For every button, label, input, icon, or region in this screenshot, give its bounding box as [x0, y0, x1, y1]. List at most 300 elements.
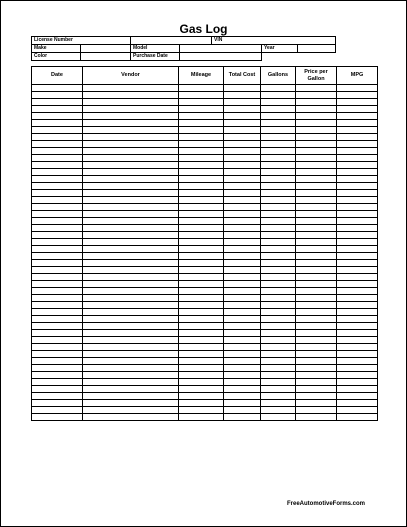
cell-total-cost[interactable]: [224, 330, 261, 337]
cell-price-per-gallon[interactable]: [296, 309, 337, 316]
cell-total-cost[interactable]: [224, 155, 261, 162]
cell-mpg[interactable]: [337, 134, 378, 141]
cell-gallons[interactable]: [261, 386, 296, 393]
cell-vendor[interactable]: [83, 141, 179, 148]
cell-total-cost[interactable]: [224, 148, 261, 155]
cell-mileage[interactable]: [179, 274, 224, 281]
cell-price-per-gallon[interactable]: [296, 351, 337, 358]
cell-mpg[interactable]: [337, 162, 378, 169]
cell-gallons[interactable]: [261, 197, 296, 204]
cell-mpg[interactable]: [337, 239, 378, 246]
cell-gallons[interactable]: [261, 337, 296, 344]
cell-gallons[interactable]: [261, 169, 296, 176]
cell-price-per-gallon[interactable]: [296, 183, 337, 190]
cell-total-cost[interactable]: [224, 218, 261, 225]
cell-gallons[interactable]: [261, 309, 296, 316]
cell-total-cost[interactable]: [224, 225, 261, 232]
cell-mpg[interactable]: [337, 190, 378, 197]
cell-gallons[interactable]: [261, 379, 296, 386]
cell-mileage[interactable]: [179, 176, 224, 183]
cell-price-per-gallon[interactable]: [296, 281, 337, 288]
cell-vendor[interactable]: [83, 162, 179, 169]
cell-mileage[interactable]: [179, 204, 224, 211]
cell-date[interactable]: [32, 169, 83, 176]
cell-date[interactable]: [32, 204, 83, 211]
cell-price-per-gallon[interactable]: [296, 246, 337, 253]
cell-gallons[interactable]: [261, 281, 296, 288]
cell-vendor[interactable]: [83, 134, 179, 141]
cell-total-cost[interactable]: [224, 169, 261, 176]
cell-mpg[interactable]: [337, 302, 378, 309]
cell-vendor[interactable]: [83, 295, 179, 302]
cell-date[interactable]: [32, 197, 83, 204]
cell-date[interactable]: [32, 120, 83, 127]
cell-total-cost[interactable]: [224, 141, 261, 148]
cell-date[interactable]: [32, 127, 83, 134]
cell-price-per-gallon[interactable]: [296, 288, 337, 295]
cell-price-per-gallon[interactable]: [296, 365, 337, 372]
cell-mileage[interactable]: [179, 351, 224, 358]
purchase-date-field[interactable]: [180, 53, 262, 61]
cell-price-per-gallon[interactable]: [296, 302, 337, 309]
cell-total-cost[interactable]: [224, 365, 261, 372]
cell-price-per-gallon[interactable]: [296, 316, 337, 323]
cell-vendor[interactable]: [83, 85, 179, 92]
cell-date[interactable]: [32, 183, 83, 190]
cell-gallons[interactable]: [261, 246, 296, 253]
cell-total-cost[interactable]: [224, 379, 261, 386]
cell-price-per-gallon[interactable]: [296, 393, 337, 400]
cell-vendor[interactable]: [83, 414, 179, 421]
cell-total-cost[interactable]: [224, 407, 261, 414]
cell-vendor[interactable]: [83, 225, 179, 232]
cell-vendor[interactable]: [83, 372, 179, 379]
cell-date[interactable]: [32, 246, 83, 253]
cell-mpg[interactable]: [337, 400, 378, 407]
cell-gallons[interactable]: [261, 211, 296, 218]
cell-total-cost[interactable]: [224, 288, 261, 295]
cell-vendor[interactable]: [83, 232, 179, 239]
cell-price-per-gallon[interactable]: [296, 92, 337, 99]
cell-mileage[interactable]: [179, 295, 224, 302]
cell-total-cost[interactable]: [224, 414, 261, 421]
cell-mpg[interactable]: [337, 393, 378, 400]
cell-gallons[interactable]: [261, 127, 296, 134]
cell-mileage[interactable]: [179, 141, 224, 148]
cell-gallons[interactable]: [261, 358, 296, 365]
cell-price-per-gallon[interactable]: [296, 295, 337, 302]
cell-gallons[interactable]: [261, 316, 296, 323]
cell-mileage[interactable]: [179, 113, 224, 120]
cell-mpg[interactable]: [337, 267, 378, 274]
cell-gallons[interactable]: [261, 295, 296, 302]
cell-price-per-gallon[interactable]: [296, 218, 337, 225]
cell-gallons[interactable]: [261, 225, 296, 232]
cell-date[interactable]: [32, 134, 83, 141]
cell-mpg[interactable]: [337, 337, 378, 344]
cell-date[interactable]: [32, 302, 83, 309]
cell-gallons[interactable]: [261, 106, 296, 113]
make-field[interactable]: [81, 45, 131, 53]
cell-mpg[interactable]: [337, 176, 378, 183]
cell-total-cost[interactable]: [224, 323, 261, 330]
cell-mileage[interactable]: [179, 197, 224, 204]
cell-vendor[interactable]: [83, 92, 179, 99]
cell-total-cost[interactable]: [224, 127, 261, 134]
cell-mileage[interactable]: [179, 148, 224, 155]
cell-price-per-gallon[interactable]: [296, 141, 337, 148]
cell-price-per-gallon[interactable]: [296, 323, 337, 330]
cell-total-cost[interactable]: [224, 267, 261, 274]
cell-vendor[interactable]: [83, 302, 179, 309]
cell-mpg[interactable]: [337, 414, 378, 421]
cell-vendor[interactable]: [83, 211, 179, 218]
cell-vendor[interactable]: [83, 113, 179, 120]
cell-total-cost[interactable]: [224, 106, 261, 113]
cell-date[interactable]: [32, 414, 83, 421]
cell-mileage[interactable]: [179, 379, 224, 386]
cell-vendor[interactable]: [83, 393, 179, 400]
cell-gallons[interactable]: [261, 232, 296, 239]
cell-mpg[interactable]: [337, 106, 378, 113]
cell-date[interactable]: [32, 253, 83, 260]
cell-mpg[interactable]: [337, 386, 378, 393]
cell-total-cost[interactable]: [224, 204, 261, 211]
model-field[interactable]: [180, 45, 262, 53]
cell-mileage[interactable]: [179, 85, 224, 92]
cell-gallons[interactable]: [261, 85, 296, 92]
cell-date[interactable]: [32, 239, 83, 246]
cell-mileage[interactable]: [179, 407, 224, 414]
cell-total-cost[interactable]: [224, 260, 261, 267]
cell-mileage[interactable]: [179, 211, 224, 218]
cell-gallons[interactable]: [261, 393, 296, 400]
cell-price-per-gallon[interactable]: [296, 106, 337, 113]
cell-vendor[interactable]: [83, 204, 179, 211]
cell-date[interactable]: [32, 99, 83, 106]
cell-mpg[interactable]: [337, 295, 378, 302]
cell-date[interactable]: [32, 316, 83, 323]
cell-price-per-gallon[interactable]: [296, 239, 337, 246]
cell-mileage[interactable]: [179, 337, 224, 344]
cell-date[interactable]: [32, 323, 83, 330]
cell-gallons[interactable]: [261, 148, 296, 155]
cell-mileage[interactable]: [179, 99, 224, 106]
cell-gallons[interactable]: [261, 141, 296, 148]
cell-mpg[interactable]: [337, 260, 378, 267]
cell-vendor[interactable]: [83, 246, 179, 253]
cell-date[interactable]: [32, 225, 83, 232]
cell-gallons[interactable]: [261, 344, 296, 351]
cell-price-per-gallon[interactable]: [296, 204, 337, 211]
cell-price-per-gallon[interactable]: [296, 176, 337, 183]
cell-price-per-gallon[interactable]: [296, 148, 337, 155]
cell-vendor[interactable]: [83, 106, 179, 113]
cell-vendor[interactable]: [83, 281, 179, 288]
cell-price-per-gallon[interactable]: [296, 274, 337, 281]
cell-vendor[interactable]: [83, 239, 179, 246]
cell-mileage[interactable]: [179, 246, 224, 253]
cell-mpg[interactable]: [337, 99, 378, 106]
cell-mpg[interactable]: [337, 351, 378, 358]
cell-date[interactable]: [32, 113, 83, 120]
cell-mpg[interactable]: [337, 372, 378, 379]
cell-gallons[interactable]: [261, 176, 296, 183]
cell-mileage[interactable]: [179, 393, 224, 400]
cell-gallons[interactable]: [261, 302, 296, 309]
cell-gallons[interactable]: [261, 267, 296, 274]
cell-vendor[interactable]: [83, 309, 179, 316]
cell-price-per-gallon[interactable]: [296, 407, 337, 414]
cell-mpg[interactable]: [337, 232, 378, 239]
cell-mileage[interactable]: [179, 169, 224, 176]
cell-gallons[interactable]: [261, 323, 296, 330]
cell-vendor[interactable]: [83, 253, 179, 260]
cell-price-per-gallon[interactable]: [296, 400, 337, 407]
cell-vendor[interactable]: [83, 127, 179, 134]
cell-mileage[interactable]: [179, 155, 224, 162]
license-number-field[interactable]: [131, 37, 212, 45]
cell-gallons[interactable]: [261, 120, 296, 127]
cell-vendor[interactable]: [83, 274, 179, 281]
cell-total-cost[interactable]: [224, 386, 261, 393]
cell-vendor[interactable]: [83, 267, 179, 274]
cell-price-per-gallon[interactable]: [296, 414, 337, 421]
cell-gallons[interactable]: [261, 99, 296, 106]
cell-price-per-gallon[interactable]: [296, 379, 337, 386]
cell-mileage[interactable]: [179, 134, 224, 141]
cell-total-cost[interactable]: [224, 183, 261, 190]
cell-date[interactable]: [32, 92, 83, 99]
cell-date[interactable]: [32, 386, 83, 393]
cell-mileage[interactable]: [179, 365, 224, 372]
cell-vendor[interactable]: [83, 169, 179, 176]
cell-price-per-gallon[interactable]: [296, 358, 337, 365]
cell-total-cost[interactable]: [224, 113, 261, 120]
cell-price-per-gallon[interactable]: [296, 337, 337, 344]
cell-gallons[interactable]: [261, 365, 296, 372]
cell-total-cost[interactable]: [224, 351, 261, 358]
cell-date[interactable]: [32, 274, 83, 281]
cell-price-per-gallon[interactable]: [296, 225, 337, 232]
cell-date[interactable]: [32, 330, 83, 337]
cell-gallons[interactable]: [261, 134, 296, 141]
cell-mpg[interactable]: [337, 155, 378, 162]
cell-gallons[interactable]: [261, 218, 296, 225]
cell-mileage[interactable]: [179, 162, 224, 169]
cell-price-per-gallon[interactable]: [296, 232, 337, 239]
cell-mpg[interactable]: [337, 281, 378, 288]
cell-total-cost[interactable]: [224, 211, 261, 218]
cell-gallons[interactable]: [261, 162, 296, 169]
cell-price-per-gallon[interactable]: [296, 169, 337, 176]
cell-date[interactable]: [32, 211, 83, 218]
cell-mileage[interactable]: [179, 183, 224, 190]
cell-vendor[interactable]: [83, 337, 179, 344]
cell-date[interactable]: [32, 141, 83, 148]
cell-mileage[interactable]: [179, 127, 224, 134]
cell-mpg[interactable]: [337, 169, 378, 176]
cell-price-per-gallon[interactable]: [296, 372, 337, 379]
cell-vendor[interactable]: [83, 351, 179, 358]
cell-vendor[interactable]: [83, 344, 179, 351]
cell-mpg[interactable]: [337, 246, 378, 253]
cell-total-cost[interactable]: [224, 92, 261, 99]
cell-mpg[interactable]: [337, 127, 378, 134]
cell-total-cost[interactable]: [224, 120, 261, 127]
cell-total-cost[interactable]: [224, 372, 261, 379]
cell-price-per-gallon[interactable]: [296, 134, 337, 141]
cell-vendor[interactable]: [83, 386, 179, 393]
cell-total-cost[interactable]: [224, 400, 261, 407]
cell-price-per-gallon[interactable]: [296, 162, 337, 169]
cell-mileage[interactable]: [179, 302, 224, 309]
cell-date[interactable]: [32, 190, 83, 197]
cell-mpg[interactable]: [337, 407, 378, 414]
cell-mileage[interactable]: [179, 323, 224, 330]
cell-gallons[interactable]: [261, 190, 296, 197]
cell-gallons[interactable]: [261, 372, 296, 379]
cell-price-per-gallon[interactable]: [296, 211, 337, 218]
cell-total-cost[interactable]: [224, 197, 261, 204]
cell-mileage[interactable]: [179, 267, 224, 274]
cell-mpg[interactable]: [337, 120, 378, 127]
cell-vendor[interactable]: [83, 358, 179, 365]
cell-mpg[interactable]: [337, 148, 378, 155]
cell-mpg[interactable]: [337, 204, 378, 211]
cell-gallons[interactable]: [261, 407, 296, 414]
cell-vendor[interactable]: [83, 218, 179, 225]
cell-mpg[interactable]: [337, 85, 378, 92]
cell-mpg[interactable]: [337, 379, 378, 386]
color-field[interactable]: [81, 53, 131, 61]
cell-mpg[interactable]: [337, 211, 378, 218]
cell-date[interactable]: [32, 393, 83, 400]
cell-vendor[interactable]: [83, 183, 179, 190]
cell-total-cost[interactable]: [224, 176, 261, 183]
cell-mpg[interactable]: [337, 316, 378, 323]
cell-date[interactable]: [32, 309, 83, 316]
cell-date[interactable]: [32, 155, 83, 162]
cell-mpg[interactable]: [337, 274, 378, 281]
cell-gallons[interactable]: [261, 274, 296, 281]
cell-mileage[interactable]: [179, 400, 224, 407]
cell-gallons[interactable]: [261, 260, 296, 267]
cell-date[interactable]: [32, 281, 83, 288]
cell-date[interactable]: [32, 218, 83, 225]
cell-mileage[interactable]: [179, 190, 224, 197]
cell-date[interactable]: [32, 106, 83, 113]
cell-date[interactable]: [32, 372, 83, 379]
cell-vendor[interactable]: [83, 379, 179, 386]
cell-vendor[interactable]: [83, 330, 179, 337]
cell-total-cost[interactable]: [224, 99, 261, 106]
cell-gallons[interactable]: [261, 351, 296, 358]
cell-date[interactable]: [32, 267, 83, 274]
cell-date[interactable]: [32, 358, 83, 365]
cell-vendor[interactable]: [83, 120, 179, 127]
cell-total-cost[interactable]: [224, 302, 261, 309]
cell-date[interactable]: [32, 295, 83, 302]
cell-vendor[interactable]: [83, 155, 179, 162]
cell-price-per-gallon[interactable]: [296, 386, 337, 393]
cell-mileage[interactable]: [179, 218, 224, 225]
cell-price-per-gallon[interactable]: [296, 190, 337, 197]
cell-total-cost[interactable]: [224, 316, 261, 323]
cell-date[interactable]: [32, 232, 83, 239]
cell-mpg[interactable]: [337, 330, 378, 337]
cell-gallons[interactable]: [261, 239, 296, 246]
cell-date[interactable]: [32, 176, 83, 183]
cell-mileage[interactable]: [179, 288, 224, 295]
cell-gallons[interactable]: [261, 414, 296, 421]
cell-date[interactable]: [32, 344, 83, 351]
cell-mpg[interactable]: [337, 197, 378, 204]
cell-mpg[interactable]: [337, 183, 378, 190]
cell-total-cost[interactable]: [224, 134, 261, 141]
cell-price-per-gallon[interactable]: [296, 253, 337, 260]
cell-mileage[interactable]: [179, 225, 224, 232]
cell-gallons[interactable]: [261, 253, 296, 260]
cell-date[interactable]: [32, 379, 83, 386]
cell-gallons[interactable]: [261, 183, 296, 190]
cell-total-cost[interactable]: [224, 253, 261, 260]
cell-price-per-gallon[interactable]: [296, 99, 337, 106]
cell-total-cost[interactable]: [224, 393, 261, 400]
cell-vendor[interactable]: [83, 407, 179, 414]
cell-mpg[interactable]: [337, 309, 378, 316]
cell-date[interactable]: [32, 407, 83, 414]
cell-mileage[interactable]: [179, 92, 224, 99]
cell-mileage[interactable]: [179, 372, 224, 379]
cell-date[interactable]: [32, 288, 83, 295]
cell-price-per-gallon[interactable]: [296, 344, 337, 351]
cell-vendor[interactable]: [83, 316, 179, 323]
cell-total-cost[interactable]: [224, 281, 261, 288]
cell-price-per-gallon[interactable]: [296, 155, 337, 162]
cell-mileage[interactable]: [179, 344, 224, 351]
cell-vendor[interactable]: [83, 176, 179, 183]
year-field[interactable]: [298, 45, 336, 53]
cell-mileage[interactable]: [179, 232, 224, 239]
cell-mileage[interactable]: [179, 253, 224, 260]
cell-price-per-gallon[interactable]: [296, 197, 337, 204]
cell-mpg[interactable]: [337, 358, 378, 365]
cell-gallons[interactable]: [261, 288, 296, 295]
cell-price-per-gallon[interactable]: [296, 120, 337, 127]
cell-mileage[interactable]: [179, 330, 224, 337]
cell-vendor[interactable]: [83, 288, 179, 295]
cell-date[interactable]: [32, 260, 83, 267]
cell-mileage[interactable]: [179, 309, 224, 316]
cell-gallons[interactable]: [261, 92, 296, 99]
cell-mpg[interactable]: [337, 141, 378, 148]
cell-mileage[interactable]: [179, 386, 224, 393]
cell-total-cost[interactable]: [224, 274, 261, 281]
cell-mpg[interactable]: [337, 323, 378, 330]
cell-mpg[interactable]: [337, 113, 378, 120]
cell-total-cost[interactable]: [224, 162, 261, 169]
cell-gallons[interactable]: [261, 155, 296, 162]
cell-price-per-gallon[interactable]: [296, 127, 337, 134]
cell-mileage[interactable]: [179, 281, 224, 288]
cell-date[interactable]: [32, 148, 83, 155]
cell-date[interactable]: [32, 351, 83, 358]
cell-total-cost[interactable]: [224, 246, 261, 253]
cell-price-per-gallon[interactable]: [296, 85, 337, 92]
cell-mpg[interactable]: [337, 288, 378, 295]
cell-mpg[interactable]: [337, 253, 378, 260]
